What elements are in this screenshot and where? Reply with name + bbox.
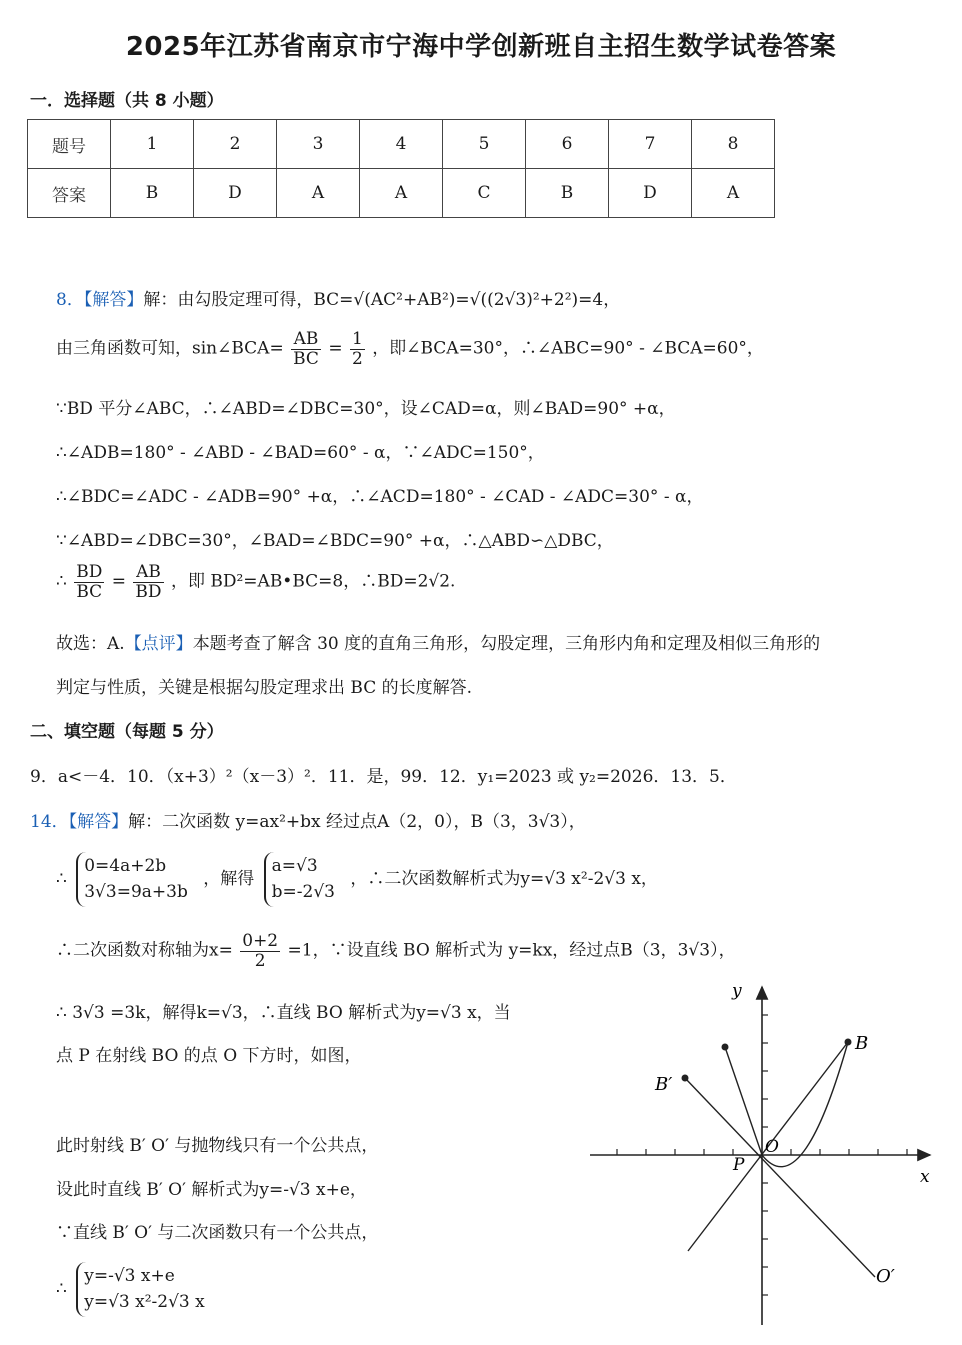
equals: = <box>328 338 343 359</box>
q14-text: ，∴二次函数解析式为y=√3 x²-2√3 x， <box>350 869 658 889</box>
section2-heading: 二、填空题（每题 5 分） <box>30 722 224 742</box>
table-cell: A <box>692 169 775 218</box>
q14-line-9: ∴ y=-√3 x+e y=√3 x²-2√3 x <box>56 1262 215 1317</box>
q8-text: 本题考查了解含 30 度的直角三角形，勾股定理，三角形内角和定理及相似三角形的 <box>192 634 821 654</box>
q8-text: 由三角函数可知，sin∠BCA= <box>56 338 284 359</box>
table-cell: B <box>526 169 609 218</box>
q14-line-3 <box>56 932 736 970</box>
q14-line-1 <box>30 807 586 832</box>
q8-line-2 <box>56 330 764 368</box>
q8-text: 解：由勾股定理可得，BC=√(AC²+AB²)=√((2√3)²+2²)=4， <box>143 290 621 310</box>
q14-line-5: 点 P 在射线 BO 的点 O 下方时，如图， <box>56 1046 362 1066</box>
table-cell: A <box>360 169 443 218</box>
table-row-numbers <box>28 120 775 169</box>
table-cell: 8 <box>692 120 775 169</box>
q8-line-1 <box>56 285 620 310</box>
q14-text: ，解得 <box>203 869 255 889</box>
label-B: B <box>855 1033 869 1054</box>
q14-tag: 14．【解答】 <box>30 812 129 832</box>
q8-line-9: 判定与性质，关键是根据勾股定理求出 BC 的长度解答. <box>56 678 473 698</box>
q8-line-7 <box>56 563 455 601</box>
page-title: 2025年江苏省南京市宁海中学创新班自主招生数学试卷答案 <box>125 32 837 62</box>
fraction: $\frac{AB}{BD}$ <box>135 562 162 602</box>
q8-line-8 <box>56 629 820 654</box>
q14-text: 解：二次函数 y=ax²+bx 经过点A（2，0），B（3，3√3）， <box>128 812 586 832</box>
table-cell: B <box>111 169 194 218</box>
table-cell: 5 <box>443 120 526 169</box>
equation-system: 0=4a+2b 3√3=9a+3b <box>76 852 194 907</box>
table-cell: 4 <box>360 120 443 169</box>
coordinate-figure <box>580 975 950 1330</box>
q14-line-8: ∵直线 B′ O′ 与二次函数只有一个公共点， <box>56 1223 379 1243</box>
q14-text: =1，∵设直线 BO 解析式为 y=kx，经过点B（3，3√3）， <box>287 940 736 961</box>
table-row-answers <box>28 169 775 218</box>
table-cell: D <box>194 169 277 218</box>
q14-line-7: 设此时直线 B′ O′ 解析式为y=-√3 x+e， <box>56 1180 367 1200</box>
answer-table <box>27 119 775 218</box>
label-Op: O′ <box>876 1266 895 1287</box>
x-axis-label: x <box>920 1167 930 1187</box>
table-cell: 2 <box>194 120 277 169</box>
q14-line-4: ∴ 3√3 =3k，解得k=√3，∴直线 BO 解析式为y=√3 x，当 <box>56 1003 511 1023</box>
point-Bp <box>682 1075 689 1082</box>
q8-text: ∴ <box>56 571 67 592</box>
point-B <box>845 1039 852 1046</box>
fraction: $\frac{0+2}{2}$ <box>242 931 279 971</box>
q8-text: ，即∠BCA=30°，∴∠ABC=90° - ∠BCA=60°， <box>372 338 764 359</box>
q8-line-4: ∴∠ADB=180° - ∠ABD - ∠BAD=60° - α，∵∠ADC=150°， <box>56 443 545 463</box>
q8-line-5: ∴∠BDC=∠ADC - ∠ADB=90° +α，∴∠ACD=180° - ∠CAD - ∠ADC=30° - α， <box>56 487 704 507</box>
point-upper <box>722 1044 729 1051</box>
line-BpOp <box>685 1078 875 1277</box>
q8-line-6: ∵∠ABD=∠DBC=30°，∠BAD=∠BDC=90° +α，∴△ABD∽△DBC， <box>56 531 614 551</box>
table-cell: D <box>609 169 692 218</box>
label-Bp: B′ <box>655 1074 673 1095</box>
q8-line-3: ∵BD 平分∠ABC，∴∠ABD=∠DBC=30°，设∠CAD=α，则∠BAD=90° +α， <box>56 399 676 419</box>
fraction: $\frac{1}{2}$ <box>352 329 363 369</box>
table-cell: 1 <box>111 120 194 169</box>
q8-text: ，即 BD²=AB•BC=8，∴BD=2√2. <box>170 571 456 592</box>
comment-tag: 【点评】 <box>124 634 193 654</box>
q14-text: ∴二次函数对称轴为x= <box>56 940 233 961</box>
y-axis-label: y <box>732 981 742 1001</box>
table-cell: 3 <box>277 120 360 169</box>
table-cell: A <box>277 169 360 218</box>
row-label: 答案 <box>28 169 111 218</box>
section1-heading: 一．选择题（共 8 小题） <box>30 91 224 111</box>
label-O: O <box>765 1137 779 1157</box>
table-cell: 6 <box>526 120 609 169</box>
fraction: $\frac{BD}{BC}$ <box>76 562 103 602</box>
fill-answers: 9．a<－4．10．（x+3）²（x－3）²．11．是，99．12．y₁=2023 或 y₂=2026．13．5． <box>30 767 737 787</box>
q14-line-2: ∴ 0=4a+2b 3√3=9a+3b ，解得 a=√3 b=-2√3 ，∴二次函数解析式为y=√3 x²-2√3 x， <box>56 852 658 907</box>
fraction: $\frac{AB}{BC}$ <box>293 329 319 369</box>
table-cell: C <box>443 169 526 218</box>
row-label: 题号 <box>28 120 111 169</box>
q14-line-6: 此时射线 B′ O′ 与抛物线只有一个公共点， <box>56 1136 379 1156</box>
q8-text: 故选：A. <box>56 634 125 654</box>
q8-tag: 8．【解答】 <box>56 290 144 310</box>
equals: = <box>111 571 127 592</box>
equation-system: a=√3 b=-2√3 <box>264 852 341 907</box>
label-P: P <box>733 1155 745 1175</box>
table-cell: 7 <box>609 120 692 169</box>
equation-system: y=-√3 x+e y=√3 x²-2√3 x <box>76 1262 211 1317</box>
